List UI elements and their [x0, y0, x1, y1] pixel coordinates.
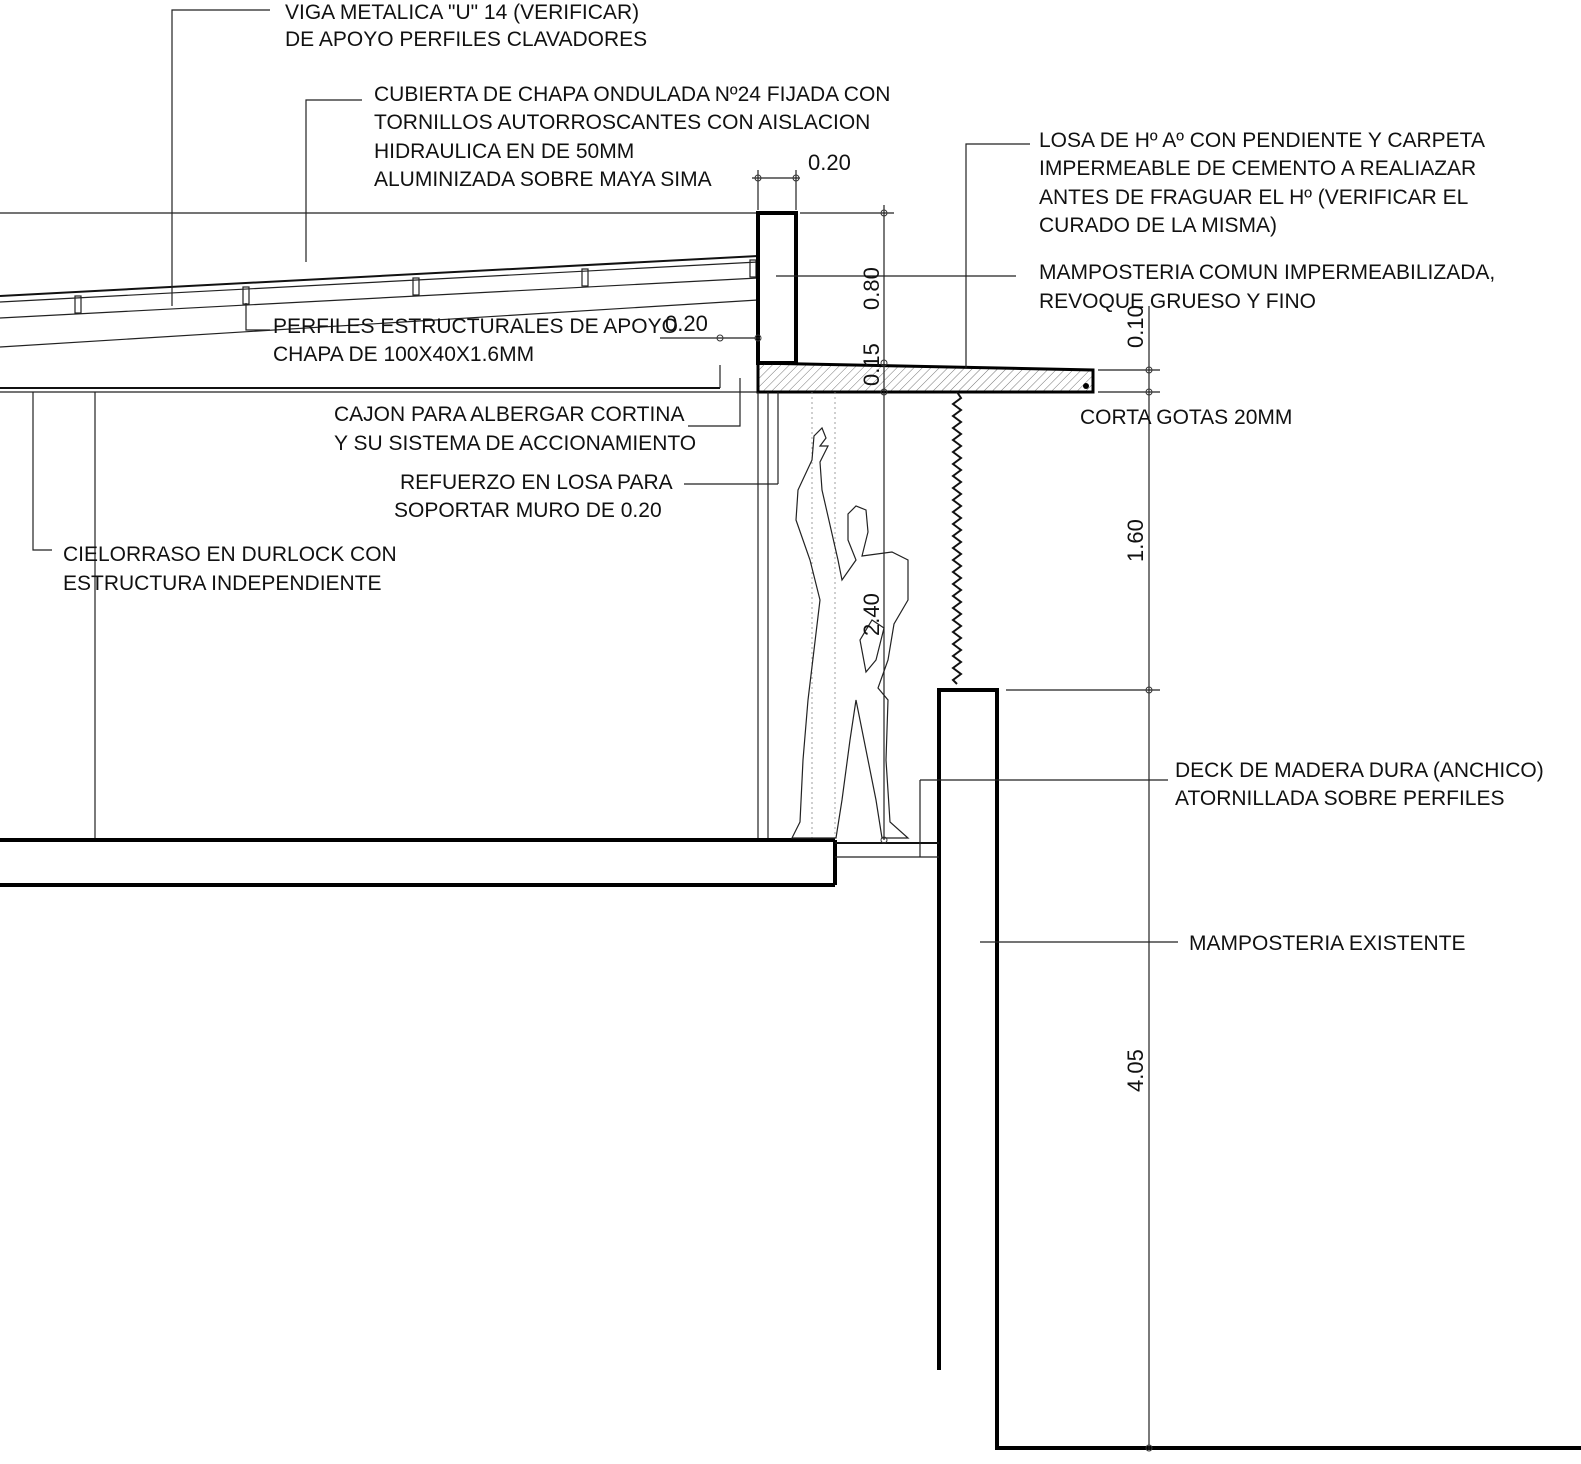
dim-drip-height: 0.10	[1123, 305, 1148, 348]
label-mamposteria-comun-line-2: REVOQUE GRUESO Y FINO	[1039, 290, 1316, 313]
label-cubierta-line-3: HIDRAULICA EN DE 50MM	[374, 140, 635, 163]
wood-deck	[835, 780, 939, 857]
label-refuerzo-line-1: REFUERZO EN LOSA PARA	[400, 471, 673, 494]
floor-slab	[0, 840, 835, 885]
label-perfiles-line-1: PERFILES ESTRUCTURALES DE APOYO	[273, 315, 678, 338]
label-cajon-line-1: CAJON PARA ALBERGAR CORTINA	[334, 403, 685, 426]
label-deck-line-1: DECK DE MADERA DURA (ANCHICO)	[1175, 759, 1544, 782]
dim-window-height: 1.60	[1123, 519, 1148, 562]
railing-element	[953, 392, 961, 684]
label-mamposteria-existente: MAMPOSTERIA EXISTENTE	[1189, 932, 1466, 955]
drip-edge-mark	[1083, 383, 1089, 389]
label-cajon-line-2: Y SU SISTEMA DE ACCIONAMIENTO	[334, 432, 697, 455]
label-losa-line-3: ANTES DE FRAGUAR EL Hº (VERIFICAR EL	[1039, 186, 1469, 209]
label-cubierta-line-2: TORNILLOS AUTORROSCANTES CON AISLACION	[374, 111, 871, 134]
dim-wall-width-top: 0.20	[808, 150, 851, 175]
dim-existing-wall-height: 4.05	[1123, 1049, 1148, 1092]
label-cubierta-line-1: CUBIERTA DE CHAPA ONDULADA Nº24 FIJADA CON	[374, 83, 891, 106]
label-corta-gotas: CORTA GOTAS 20MM	[1080, 406, 1293, 429]
label-cubierta-line-4: ALUMINIZADA SOBRE MAYA SIMA	[374, 168, 712, 191]
label-mamposteria-comun-line-1: MAMPOSTERIA COMUN IMPERMEABILIZADA,	[1039, 261, 1496, 284]
label-refuerzo-line-2: SOPORTAR MURO DE 0.20	[394, 499, 662, 522]
label-losa-line-4: CURADO DE LA MISMA)	[1039, 214, 1278, 237]
dim-wall-width-left: 0.20	[665, 311, 708, 336]
dim-slab-thickness: 0.15	[859, 343, 884, 386]
dim-parapet-height: 0.80	[859, 267, 884, 310]
human-scale-figure	[792, 392, 908, 838]
concrete-slab	[758, 363, 1093, 392]
label-cielorraso-line-1: CIELORRASO EN DURLOCK CON	[63, 543, 397, 566]
window-box-frame	[758, 392, 778, 838]
dim-room-height: 2.40	[859, 593, 884, 636]
label-perfiles-line-2: CHAPA DE 100X40X1.6MM	[273, 343, 535, 366]
label-viga-line-1: VIGA METALICA "U" 14 (VERIFICAR)	[285, 1, 640, 24]
dimension-lines	[660, 170, 1160, 1451]
label-cielorraso-line-2: ESTRUCTURA INDEPENDIENTE	[63, 572, 382, 595]
parapet-wall	[758, 213, 796, 363]
label-losa-line-2: IMPERMEABLE DE CEMENTO A REALIAZAR	[1039, 157, 1477, 180]
label-deck-line-2: ATORNILLADA SOBRE PERFILES	[1175, 787, 1505, 810]
label-viga-line-2: DE APOYO PERFILES CLAVADORES	[285, 28, 648, 51]
label-losa-line-1: LOSA DE Hº Aº CON PENDIENTE Y CARPETA	[1039, 129, 1485, 152]
